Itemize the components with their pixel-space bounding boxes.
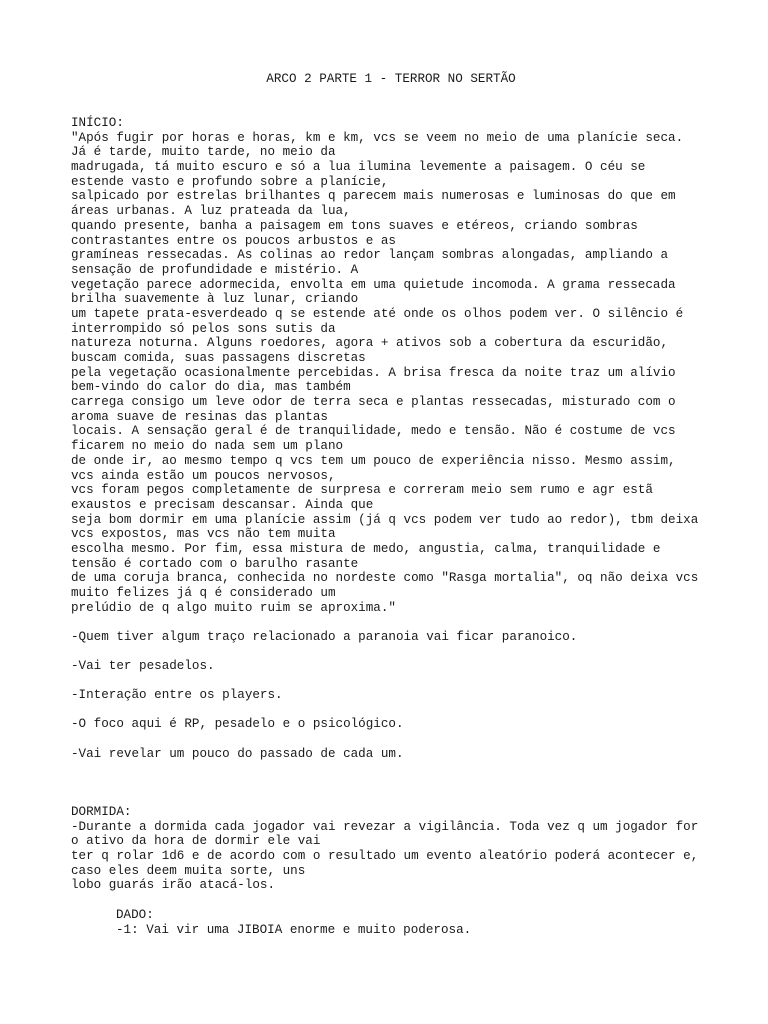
paragraph-line: buscam comida, suas passagens discretas — [71, 351, 366, 365]
paragraph-line: interrompido só pelos sons sutis da — [71, 321, 336, 336]
paragraph-line: -Durante a dormida cada jogador vai revezar a vigilância. Toda vez q um jogador for — [71, 819, 699, 834]
paragraph-line: vegetação parece adormecida, envolta em uma quietude incomoda. A grama ressecada — [71, 277, 676, 292]
paragraph-line: áreas urbanas. A luz prateada da lua, — [71, 204, 351, 219]
paragraph-line: gramíneas ressecadas. As colinas ao redor lançam sombras alongadas, ampliando a — [71, 248, 669, 263]
paragraph-line: pela vegetação ocasionalmente percebidas. A brisa fresca da noite traz um alívio — [71, 365, 676, 380]
dormida-heading: DORMIDA: — [71, 805, 132, 819]
paragraph-line: carrega consigo um leve odor de terra seca e plantas ressecadas, misturado com o — [71, 395, 676, 410]
paragraph-line: o ativo da hora de dormir ele vai — [71, 834, 321, 849]
paragraph-line: prelúdio de q algo muito ruim se aproxima." — [71, 600, 396, 615]
bullet-foco: -O foco aqui é RP, pesadelo e o psicológico. — [71, 717, 404, 731]
paragraph-line: estende vasto e profundo sobre a planície, — [71, 174, 389, 189]
paragraph-line: escolha mesmo. Por fim, essa mistura de medo, angustia, calma, tranquilidade e — [71, 541, 661, 556]
paragraph-line: quando presente, banha a paisagem em tons suaves e etéreos, criando sombras — [71, 218, 638, 233]
paragraph-line: lobo guarás irão atacá-los. — [71, 878, 276, 893]
paragraph-line: ter q rolar 1d6 e de acordo com o resultado um evento aleatório poderá acontecer e, — [71, 849, 699, 864]
paragraph-line: Já é tarde, muito tarde, no meio da — [71, 145, 336, 160]
paragraph-line: natureza noturna. Alguns roedores, agora + ativos sob a cobertura da escuridão, — [71, 336, 669, 351]
dado-item: -1: Vai vir uma JIBOIA enorme e muito poderosa. — [116, 922, 472, 937]
paragraph-line: tensão é cortado com o barulho rasante — [71, 556, 359, 571]
bullet-paranoia: -Quem tiver algum traço relacionado a paranoia vai ficar paranoico. — [71, 630, 578, 644]
paragraph-line: "Após fugir por horas e horas, km e km, vcs se veem no meio de uma planície seca. — [71, 130, 684, 145]
paragraph-line: exaustos e precisam descansar. Ainda que — [71, 497, 374, 512]
paragraph-line: vcs expostos, mas vcs não tem muita — [71, 527, 336, 542]
paragraph-line: madrugada, tá muito escuro e só a lua ilumina levemente a paisagem. O céu se — [71, 160, 646, 175]
paragraph-line: um tapete prata-esverdeado q se estende até onde os olhos podem ver. O silêncio é — [71, 306, 684, 321]
paragraph-line: caso eles deem muita sorte, uns — [71, 863, 306, 878]
paragraph-line: vcs ainda estão um poucos nervosos, — [71, 468, 336, 483]
dado-section — [116, 908, 711, 937]
paragraph-line: locais. A sensação geral é de tranquilidade, medo e tensão. Não é costume de vcs — [71, 424, 676, 439]
document-title: ARCO 2 PARTE 1 - TERROR NO SERTÃO — [266, 72, 516, 86]
paragraph-line: vcs foram pegos completamente de surpresa e correram meio sem rumo e agr estã — [71, 483, 653, 498]
paragraph-line: contrastantes entre os poucos arbustos e as — [71, 233, 396, 248]
dado-heading: DADO: — [116, 908, 154, 922]
paragraph-line: sensação de profundidade e mistério. A — [71, 262, 359, 277]
bullet-pesadelos: -Vai ter pesadelos. — [71, 659, 215, 673]
paragraph-line: seja bom dormir em uma planície assim (já q vcs podem ver tudo ao redor), tbm deixa — [71, 512, 699, 527]
bullet-interacao: -Interação entre os players. — [71, 688, 283, 702]
dormida-section — [71, 805, 711, 893]
inicio-heading: INÍCIO: — [71, 116, 124, 130]
paragraph-line: muito felizes já q é considerado um — [71, 586, 336, 600]
paragraph-line: ficarem no meio do nada sem um plano — [71, 439, 344, 454]
paragraph-line: aroma suave de resinas das plantas — [71, 409, 328, 424]
bullet-passado: -Vai revelar um pouco do passado de cada um. — [71, 747, 404, 761]
paragraph-line: salpicado por estrelas brilhantes q parecem mais numerosas e luminosas do que em — [71, 189, 676, 204]
paragraph-line: bem-vindo do calor do dia, mas também — [71, 380, 351, 395]
inicio-section — [71, 116, 711, 615]
paragraph-line: de uma coruja branca, conhecida no nordeste como "Rasga mortalia", oq não deixa vcs — [71, 571, 699, 586]
paragraph-line: brilha suavemente à luz lunar, criando — [71, 292, 359, 307]
paragraph-line: de onde ir, ao mesmo tempo q vcs tem um pouco de experiência nisso. Mesmo assim, — [71, 453, 676, 468]
